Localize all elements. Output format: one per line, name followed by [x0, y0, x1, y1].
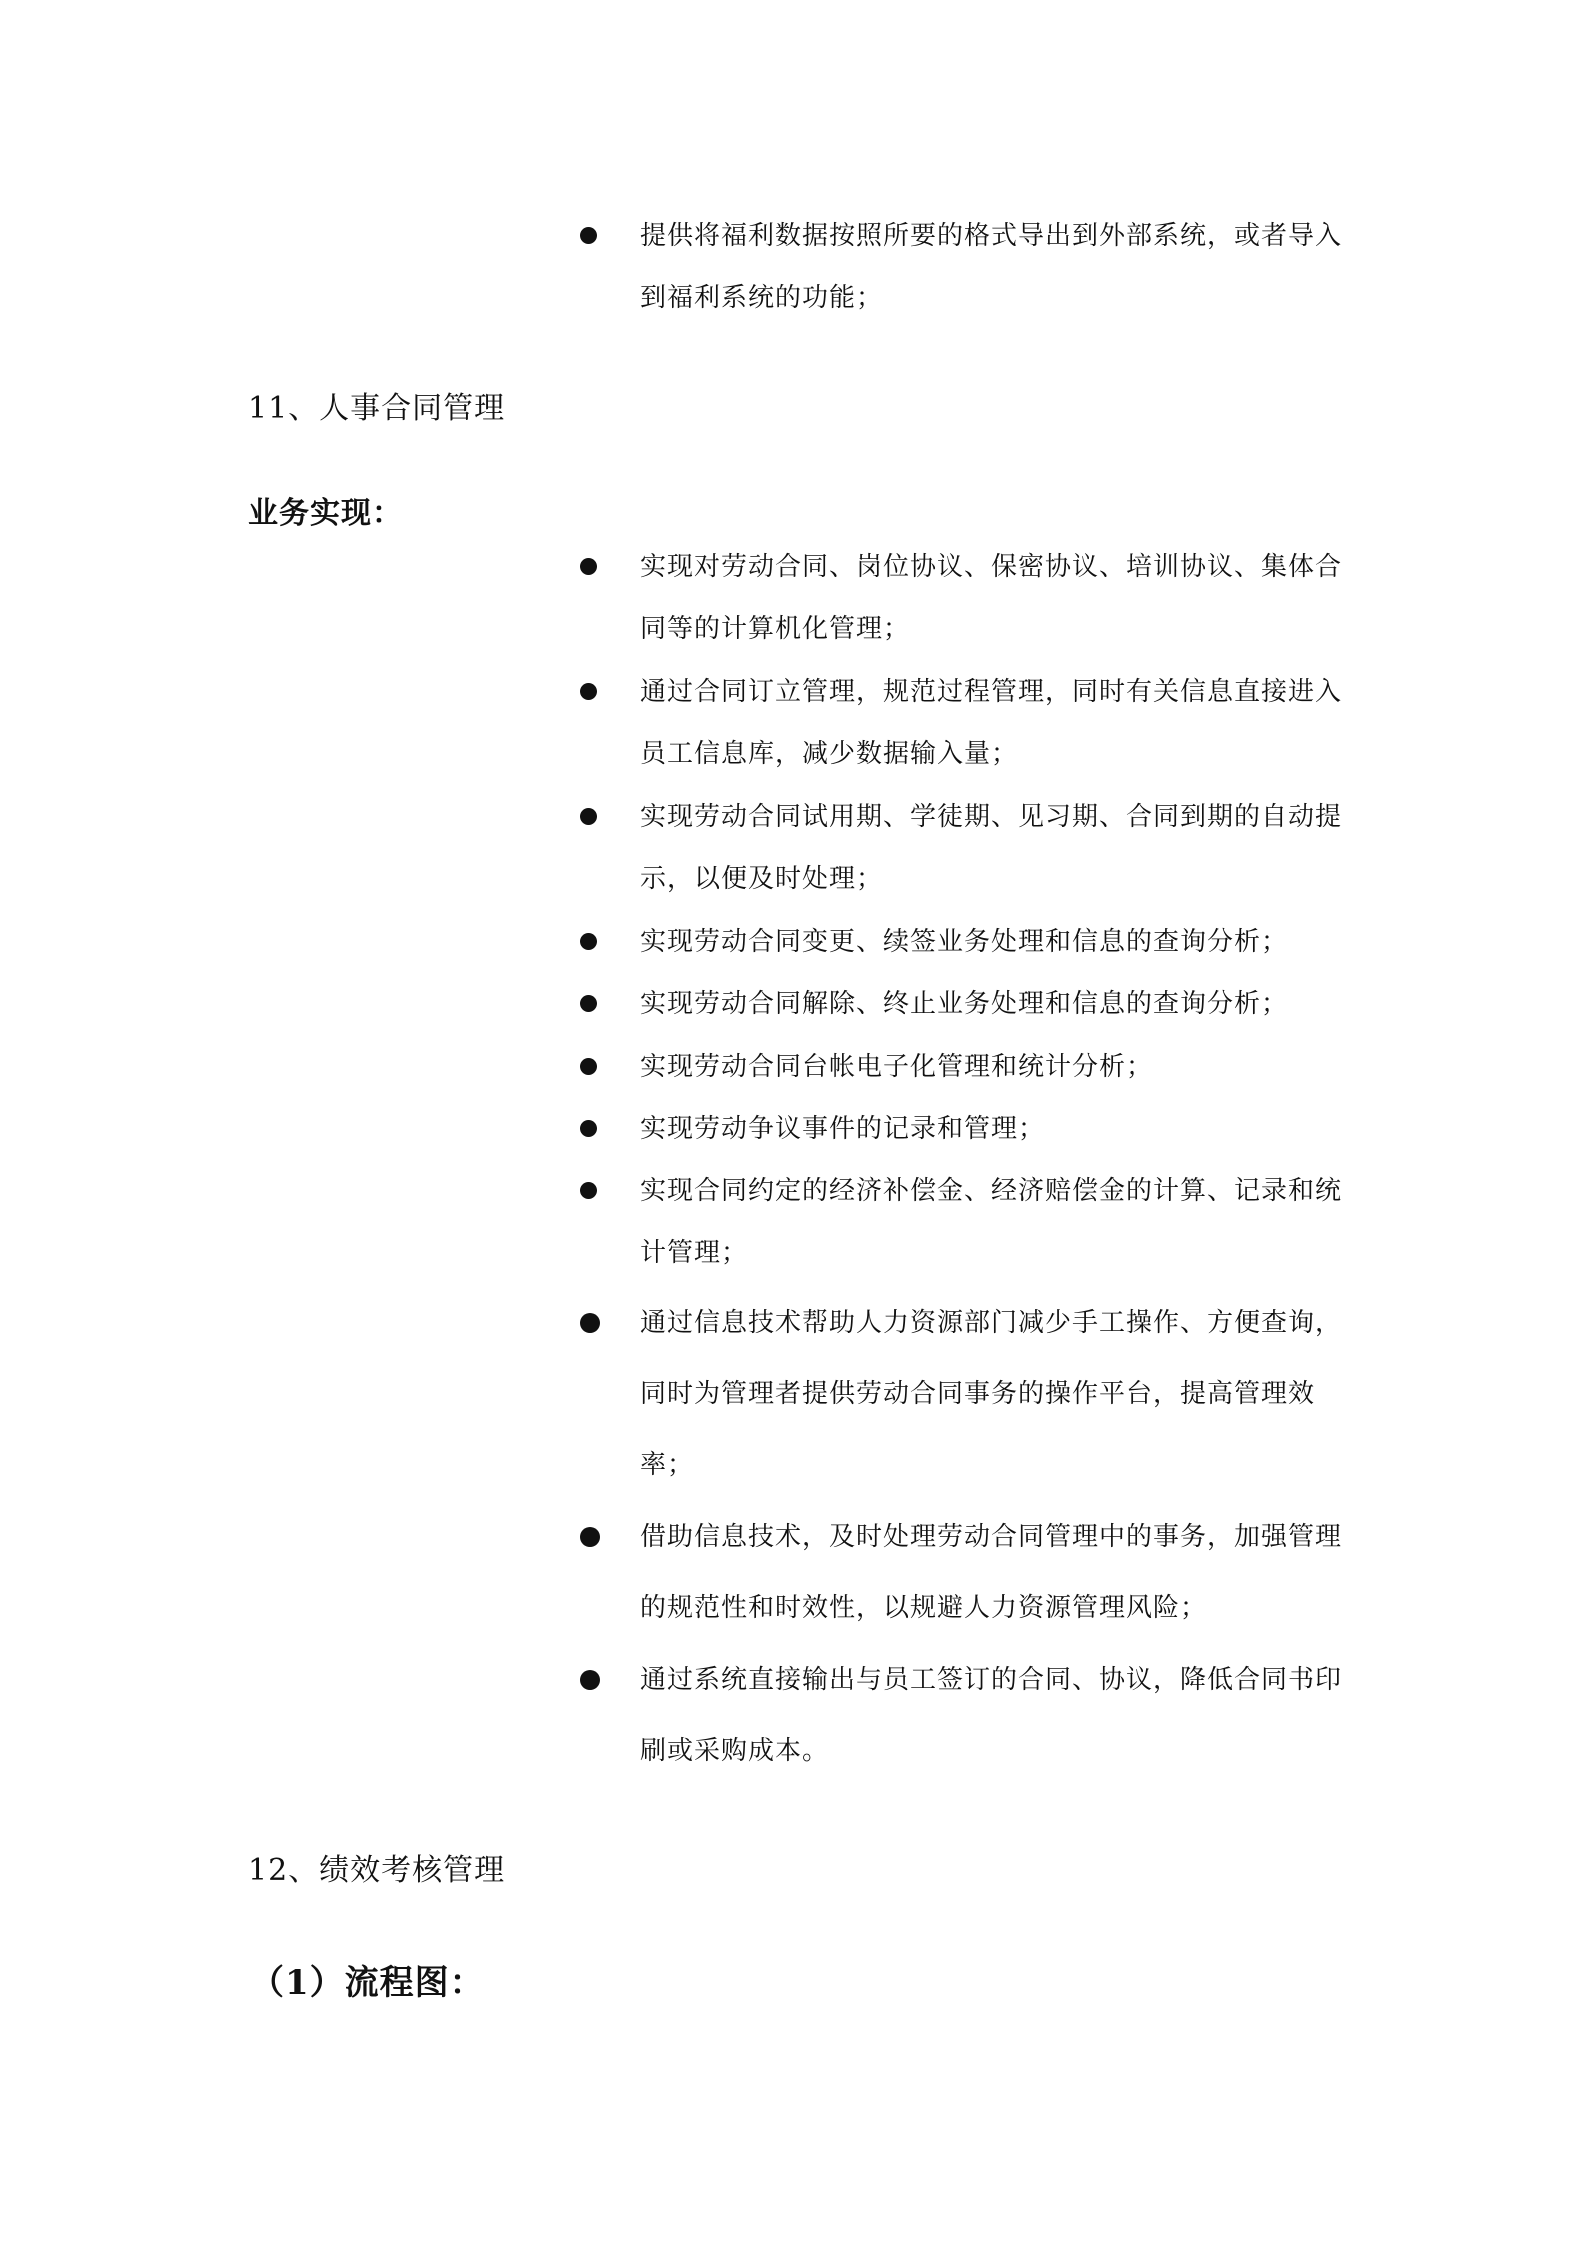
bullet-text: 实现劳动合同解除、终止业务处理和信息的查询分析；: [640, 989, 1289, 1019]
bullet-text: 通过系统直接输出与员工签订的合同、协议，降低合同书印 刷或采购成本。: [640, 1665, 1343, 1766]
bullet-text: 实现对劳动合同、岗位协议、保密协议、培训协议、集体合 同等的计算机化管理；: [640, 552, 1343, 644]
section-12-heading: 12、绩效考核管理: [248, 1853, 506, 1888]
bullet-icon: [580, 1527, 600, 1547]
bullet-text: 借助信息技术，及时处理劳动合同管理中的事务，加强管理 的规范性和时效性，以规避人力资源管理风险；: [640, 1522, 1343, 1623]
bullet-icon: [580, 1670, 600, 1690]
bullet-icon: [580, 1120, 597, 1137]
list-item: [580, 1645, 1360, 1787]
business-implementation-heading: 业务实现：: [248, 496, 403, 531]
bullet-icon: [580, 558, 597, 575]
bullet-icon: [580, 808, 597, 825]
section-11-heading: 11、人事合同管理: [248, 391, 506, 426]
bullet-icon: [580, 1313, 600, 1333]
list-item: [580, 536, 1360, 660]
list-item: [580, 1502, 1360, 1644]
bullet-icon: [580, 995, 597, 1012]
bullet-icon: [580, 1182, 597, 1199]
intro-bullet-item: [580, 205, 1360, 329]
bullet-text: 通过合同订立管理，规范过程管理，同时有关信息直接进入 员工信息库，减少数据输入量；: [640, 677, 1343, 769]
list-item: [580, 1036, 1360, 1098]
bullet-text: 实现劳动争议事件的记录和管理；: [640, 1114, 1046, 1144]
bullet-text: 实现劳动合同台帐电子化管理和统计分析；: [640, 1052, 1154, 1082]
list-item: [580, 1288, 1360, 1501]
list-item: [580, 786, 1360, 910]
bullet-icon: [580, 227, 597, 244]
list-item: [580, 1098, 1360, 1160]
bullet-icon: [580, 1058, 597, 1075]
flowchart-subheading: （1）流程图：: [250, 1963, 485, 2003]
list-item: [580, 973, 1360, 1035]
list-item: [580, 661, 1360, 785]
bullet-text: 提供将福利数据按照所要的格式导出到外部系统，或者导入 到福利系统的功能；: [640, 221, 1343, 313]
bullet-text: 实现劳动合同试用期、学徒期、见习期、合同到期的自动提 示，以便及时处理；: [640, 802, 1343, 894]
list-item: [580, 1160, 1360, 1284]
bullet-icon: [580, 683, 597, 700]
list-item: [580, 911, 1360, 973]
bullet-text: 通过信息技术帮助人力资源部门减少手工操作、方便查询， 同时为管理者提供劳动合同事务的操作平台，提高管理效 率；: [640, 1308, 1343, 1480]
bullet-text: 实现合同约定的经济补偿金、经济赔偿金的计算、记录和统 计管理；: [640, 1176, 1343, 1268]
bullet-icon: [580, 933, 597, 950]
bullet-text: 实现劳动合同变更、续签业务处理和信息的查询分析；: [640, 927, 1289, 957]
